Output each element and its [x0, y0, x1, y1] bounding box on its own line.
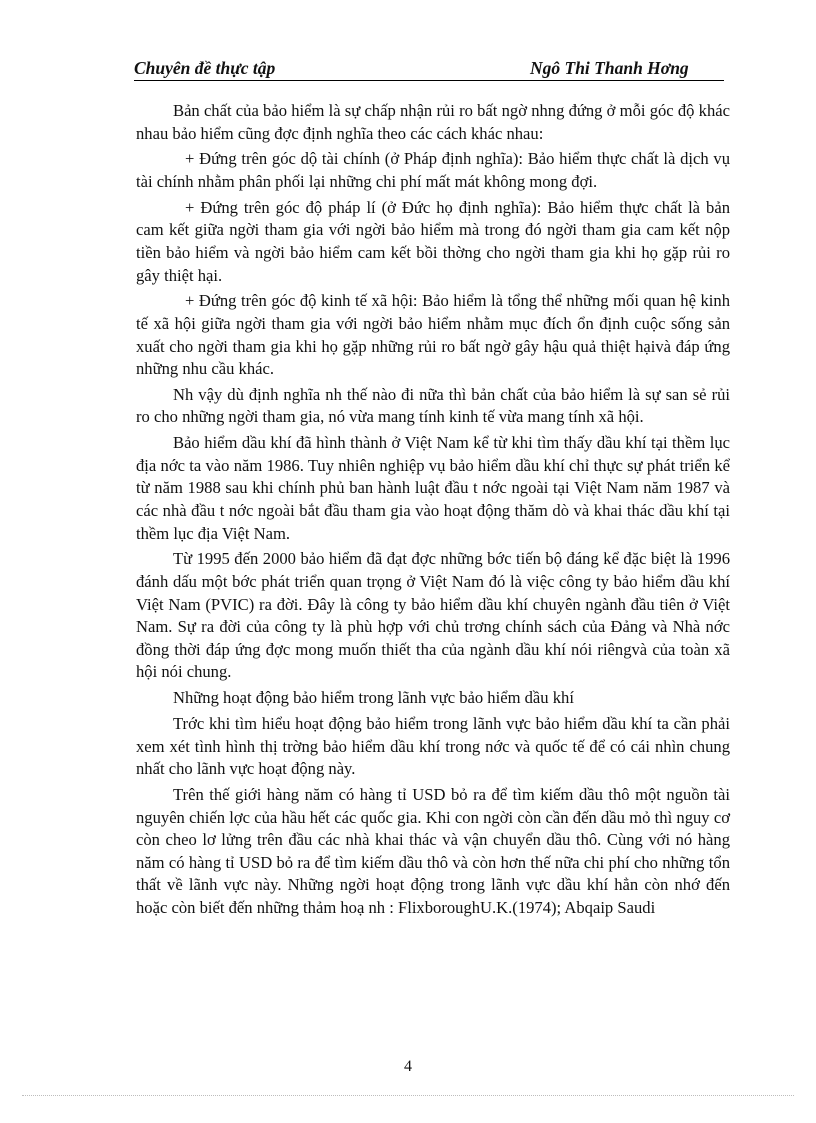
paragraph: Bản chất của bảo hiểm là sự chấp nhận rủi ro bất ngờ nhng đứng ở mỗi góc độ khác nhau bảo hiểm cũng đợc định nghĩa theo các cách khác nhau:: [136, 101, 730, 143]
paragraph: Trên thế giới hàng năm có hàng tỉ USD bỏ ra để tìm kiếm dầu thô một nguồn tài nguyên chiến lợc của hầu hết các quốc gia. Khi con ngời còn cần đến dầu mỏ thì nguy cơ còn cheo lơ lửng trên đầu các nhà khai thác và vận chuyển dầu thô. Cùng với nó hàng năm có hàng tỉ USD bỏ ra để tìm kiếm dầu thô và còn hơn thế nữa chi phí cho những tổn thất về lãnh vực này. Những ngời hoạt động trong lãnh vực dầu khí hẳn còn nhớ đến hoặc còn biết đến những thảm hoạ nh : FlixboroughU.K.(1974); Abqaip Saudi: [136, 784, 730, 917]
page-bottom-divider: [22, 1095, 794, 1096]
paragraph: Từ 1995 đến 2000 bảo hiểm đã đạt đợc những bớc tiến bộ đáng kể đặc biệt là 1996 đánh dấu một bớc phát triển quan trọng ở Việt Nam đó là việc công ty bảo hiểm dầu khí Việt Nam (PVIC) ra đời. Đây là công ty bảo hiểm dầu khí chuyên ngành đầu tiên ở Việt Nam. Sự ra đời của công ty là phù hợp với chủ trơng chính sách của Đảng và Nhà nớc đồng thời đáp ứng đợc mong muốn thiết tha của ngành dầu khí nói riêngvà của toàn xã hội nói chung.: [136, 549, 730, 682]
paragraph: Nh vậy dù định nghĩa nh thế nào đi nữa thì bản chất của bảo hiểm là sự san sẻ rủi ro cho những ngời tham gia, nó vừa mang tính kinh tế vừa mang tính xã hội.: [136, 384, 730, 427]
header-author: Ngô Thi Thanh Hơng: [530, 58, 689, 78]
document-body: [136, 100, 730, 923]
header-title: Chuyên đề thực tập: [134, 58, 276, 78]
paragraph: + Đứng trên góc độ pháp lí (ở Đức họ định nghĩa): Bảo hiểm thực chất là bản cam kết giữa ngời tham gia với ngời bảo hiểm mà trong đó ngời tham gia cam kết nộp tiền bảo hiểm và ngời bảo hiểm cam kết bồi thờng cho ngời tham gia khi họ gặp rủi ro gây thiệt hại.: [136, 197, 730, 285]
section-heading: Những hoạt động bảo hiểm trong lãnh vực bảo hiểm dầu khí: [173, 688, 574, 708]
page-header: [134, 56, 724, 81]
paragraph: Bảo hiểm dầu khí đã hình thành ở Việt Nam kể từ khi tìm thấy dầu khí tại thềm lục địa nớc ta vào năm 1986. Tuy nhiên nghiệp vụ bảo hiểm dầu khí chỉ thực sự phát triển kể từ năm 1988 sau khi chính phủ ban hành luật đầu t nớc ngoài tại Việt Nam năm 1987 và các nhà đầu t nớc ngoài bắt đầu tham gia vào hoạt động thăm dò và khai thác dầu khí tại thềm lục địa Việt Nam.: [136, 433, 730, 543]
page-number: 4: [404, 1058, 412, 1075]
paragraph: + Đứng trên góc dộ tài chính (ở Pháp định nghĩa): Bảo hiểm thực chất là dịch vụ tài chính nhằm phân phối lại những chi phí mất mát không mong đợi.: [136, 149, 730, 191]
paragraph: + Đứng trên góc độ kinh tế xã hội: Bảo hiểm là tổng thể những mối quan hệ kinh tế xã hội giữa ngời tham gia với ngời bảo hiểm nhằm mục đích ổn định cuộc sống sản xuất cho ngời tham gia khi họ gặp những rủi ro bất ngờ gây hậu quả thiệt hạivà đáp ứng những nhu cầu khác.: [136, 291, 730, 379]
paragraph: Trớc khi tìm hiểu hoạt động bảo hiểm trong lãnh vực bảo hiểm dầu khí ta cần phải xem xét tình hình thị trờng bảo hiểm dầu khí trong nớc và quốc tế để có cái nhìn chung nhất cho lãnh vực hoạt động này.: [136, 713, 730, 779]
